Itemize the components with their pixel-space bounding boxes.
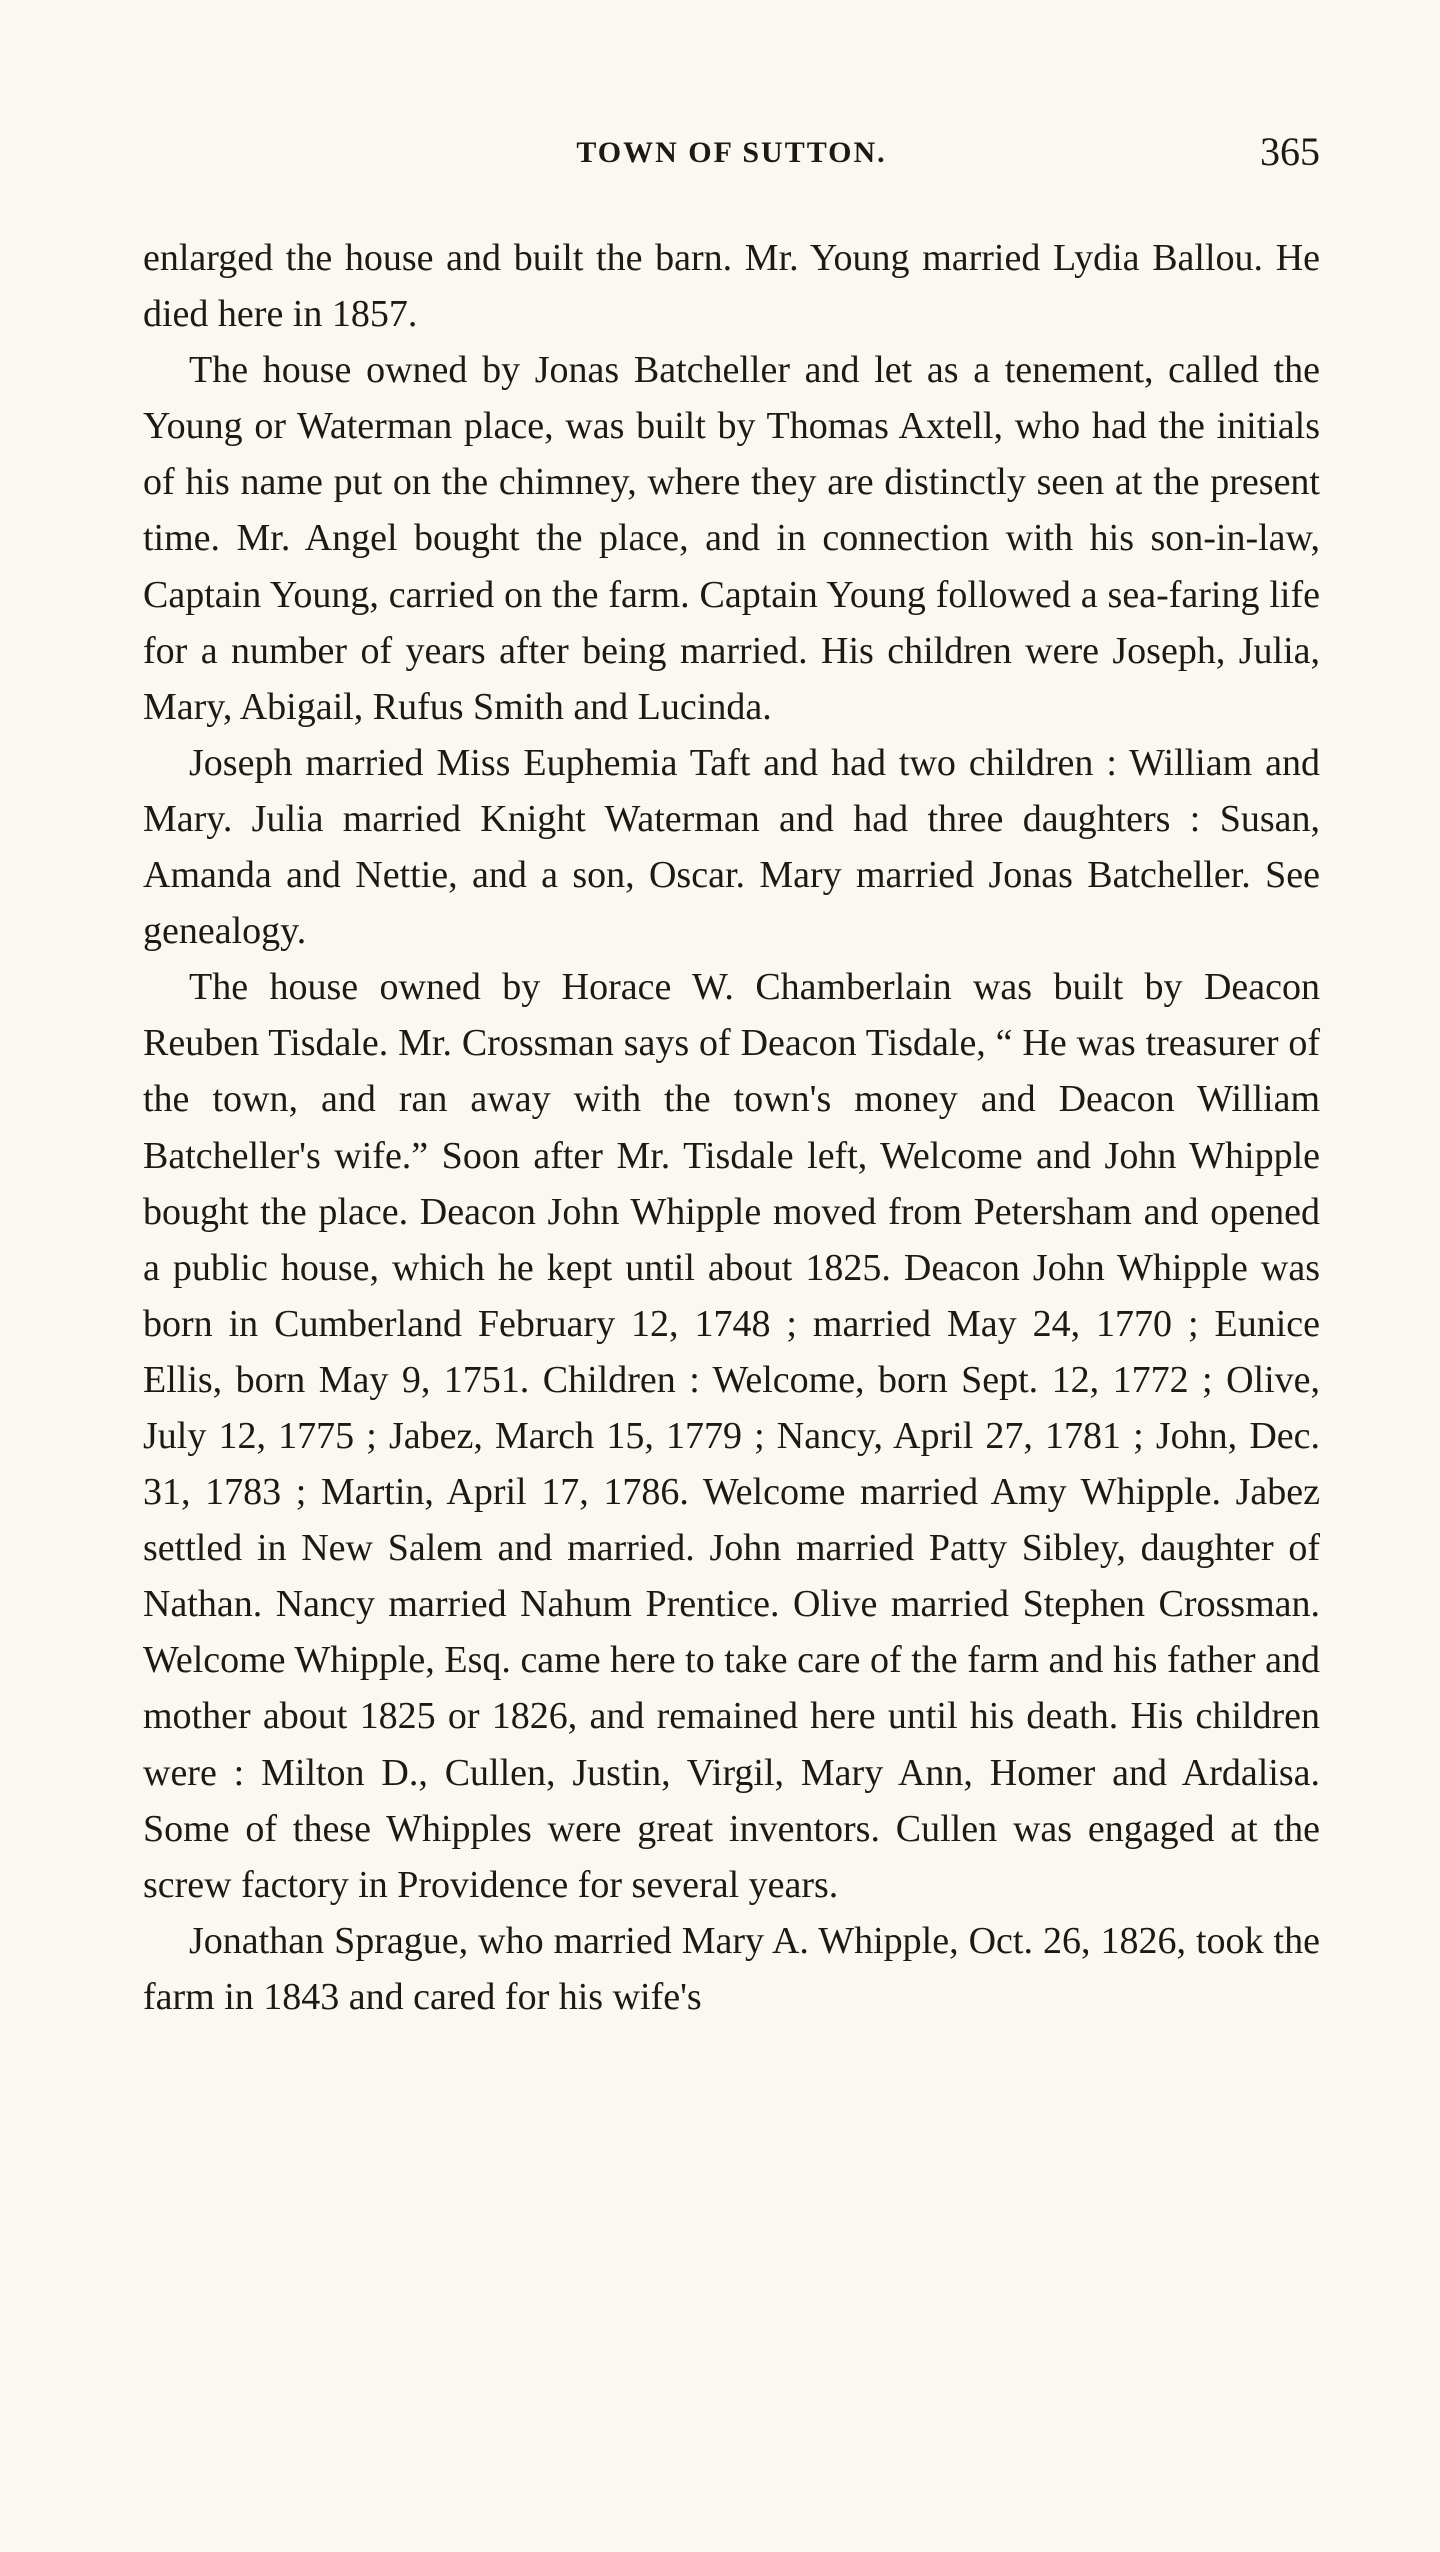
body-text: [143, 230, 1320, 2025]
paragraph-chamberlain-whipple: The house owned by Horace W. Chamberlain was built by Deacon Reuben Tisdale. Mr. Crossman says of Deacon Tisdale, “ He was treasurer of the town, and ran away with the town's money and Deacon William Batcheller's wife.” Soon after Mr. Tisdale left, Welcome and John Whipple bought the place. Deacon John Whipple moved from Petersham and opened a public house, which he kept until about 1825. Deacon John Whipple was born in Cumberland February 12, 1748 ; married May 24, 1770 ; Eunice Ellis, born May 9, 1751. Children : Welcome, born Sept. 12, 1772 ; Olive, July 12, 1775 ; Jabez, March 15, 1779 ; Nancy, April 27, 1781 ; John, Dec. 31, 1783 ; Martin, April 17, 1786. Welcome married Amy Whipple. Jabez settled in New Salem and married. John married Patty Sibley, daughter of Nathan. Nancy married Nahum Prentice. Olive married Stephen Crossman. Welcome Whipple, Esq. came here to take care of the farm and his father and mother about 1825 or 1826, and remained here until his death. His children were : Milton D., Cullen, Justin, Virgil, Mary Ann, Homer and Ardalisa. Some of these Whipples were great inventors. Cullen was engaged at the screw factory in Providence for several years.: [143, 966, 1320, 1906]
running-head: [143, 128, 1320, 188]
paragraph-continuation: enlarged the house and built the barn. Mr. Young married Lydia Ballou. He died here in 1857.: [143, 237, 1320, 336]
paragraph-jonathan-sprague: Jonathan Sprague, who married Mary A. Whipple, Oct. 26, 1826, took the farm in 1843 and cared for his wife's: [143, 1919, 1320, 2018]
page-number: 365: [1260, 129, 1320, 174]
paragraph-young-waterman-place: The house owned by Jonas Batcheller and let as a tenement, called the Young or Waterman place, was built by Thomas Axtell, who had the initials of his name put on the chimney, where they are distinctly seen at the present time. Mr. Angel bought the place, and in connection with his son-in-law, Captain Young, carried on the farm. Captain Young followed a sea-faring life for a number of years after being married. His children were Joseph, Julia, Mary, Abigail, Rufus Smith and Lucinda.: [143, 349, 1320, 728]
paragraph-joseph-julia-mary: Joseph married Miss Euphemia Taft and had two children : William and Mary. Julia married Knight Waterman and had three daughters : Susan, Amanda and Nettie, and a son, Oscar. Mary married Jonas Batcheller. See genealogy.: [143, 741, 1320, 953]
running-title: TOWN OF SUTTON.: [576, 136, 887, 169]
